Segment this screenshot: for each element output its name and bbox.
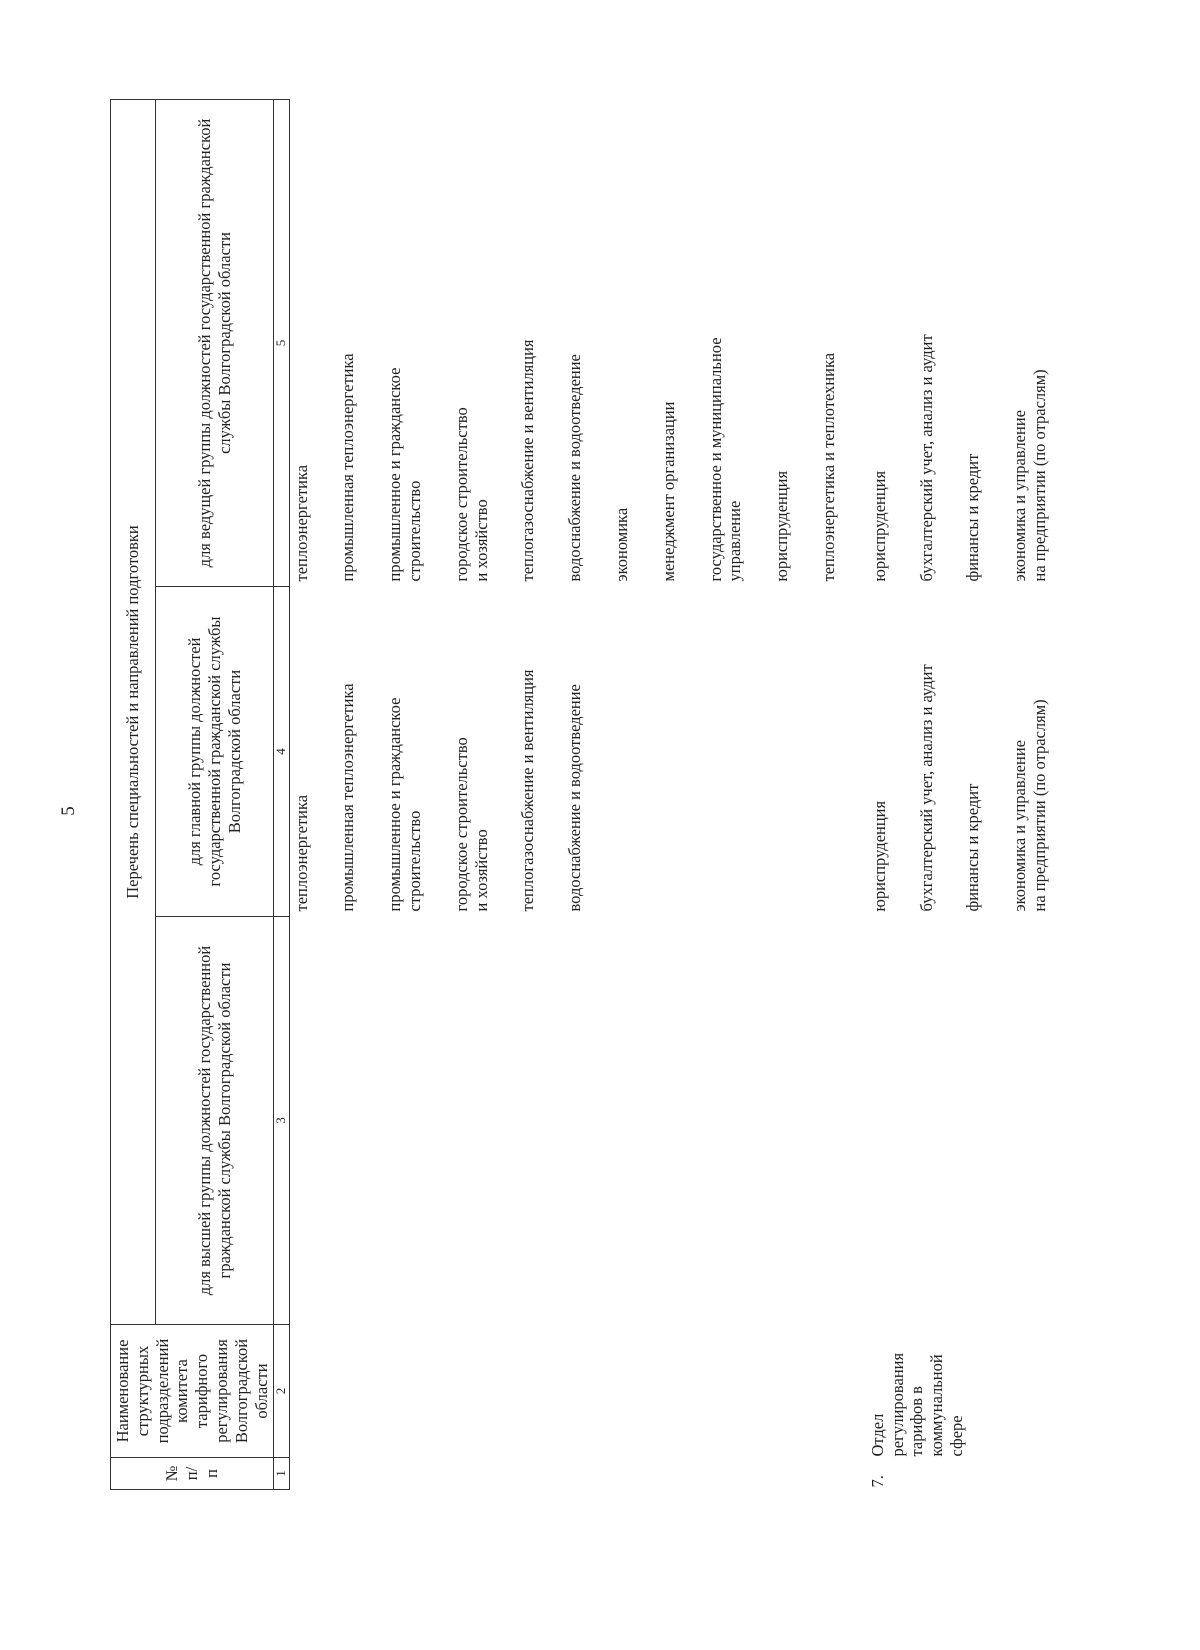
list-item: бухгалтерский учет, анализ и аудит bbox=[916, 334, 936, 582]
list-item: городское строительство и хозяйство bbox=[451, 737, 491, 912]
row7-unit-name: Отдел регулирования тарифов в коммунальной сфере bbox=[867, 1352, 967, 1457]
row7-main bbox=[868, 587, 1079, 917]
list-item: промышленное и гражданское строительство bbox=[385, 367, 425, 582]
list-item: теплогазоснабжение и вентиляция bbox=[518, 669, 538, 912]
list-item: юриспруденция bbox=[869, 470, 889, 582]
column-number-2: 2 bbox=[274, 1325, 289, 1458]
row7-number: 7. bbox=[867, 1475, 887, 1488]
cell-highest bbox=[289, 917, 868, 1325]
list-item: теплоэнергетика bbox=[291, 464, 311, 582]
list-item: юриспруденция bbox=[772, 470, 792, 582]
list-item: экономика и управление на предприятии (по отраслям) bbox=[1010, 699, 1050, 912]
list-item: городское строительство и хозяйство bbox=[451, 407, 491, 582]
list-item: бухгалтерский учет, анализ и аудит bbox=[916, 664, 936, 912]
header-group-title: Перечень специальностей и направлений подготовки bbox=[111, 99, 156, 1324]
specialties-table bbox=[110, 99, 1079, 1490]
cell-unit bbox=[289, 1325, 868, 1458]
header-leading-group: для ведущей группы должностей государственной гражданской службы Волгоградской области bbox=[156, 99, 274, 586]
list-item: теплоэнергетика и теплотехника bbox=[819, 352, 839, 582]
column-number-1: 1 bbox=[274, 1458, 289, 1490]
list-item: теплоэнергетика bbox=[291, 794, 311, 912]
rotated-table-area bbox=[110, 90, 1050, 1490]
list-item: экономика bbox=[612, 507, 632, 582]
header-number: № п/п bbox=[111, 1458, 274, 1490]
list-item: менеджмент организации bbox=[658, 401, 678, 582]
column-number-3: 3 bbox=[274, 917, 289, 1325]
row7-leading bbox=[868, 99, 1079, 586]
header-main-group: для главной группы должностей государственной гражданской службы Волгоградской области bbox=[156, 587, 274, 917]
column-number-4: 4 bbox=[274, 587, 289, 917]
list-item: промышленная теплоэнергетика bbox=[338, 353, 358, 582]
table-row bbox=[868, 99, 1079, 1489]
list-item: финансы и кредит bbox=[963, 783, 983, 912]
list-item: промышленная теплоэнергетика bbox=[338, 683, 358, 912]
list-item: теплогазоснабжение и вентиляция bbox=[518, 339, 538, 582]
list-item: водоснабжение и водоотведение bbox=[565, 354, 585, 582]
cell-number bbox=[289, 1458, 868, 1490]
list-item: юриспруденция bbox=[869, 800, 889, 912]
header-unit-name: Наименование структурных подразделений комитета тарифного регулирования Волгоградской области bbox=[111, 1325, 274, 1458]
list-item: промышленное и гражданское строительство bbox=[385, 697, 425, 912]
list-item: экономика и управление на предприятии (по отраслям) bbox=[1010, 369, 1050, 582]
page-number: 5 bbox=[57, 806, 79, 816]
list-item: финансы и кредит bbox=[963, 453, 983, 582]
list-item: водоснабжение и водоотведение bbox=[565, 684, 585, 912]
table-row bbox=[289, 99, 868, 1489]
row7-left bbox=[868, 917, 1079, 1490]
header-highest-group: для высшей группы должностей государственной гражданской службы Волгоградской области bbox=[156, 917, 274, 1325]
column-number-5: 5 bbox=[274, 99, 289, 586]
cell-main bbox=[289, 587, 868, 917]
cell-leading bbox=[289, 99, 868, 586]
list-item: государственное и муниципальное управление bbox=[705, 337, 745, 582]
